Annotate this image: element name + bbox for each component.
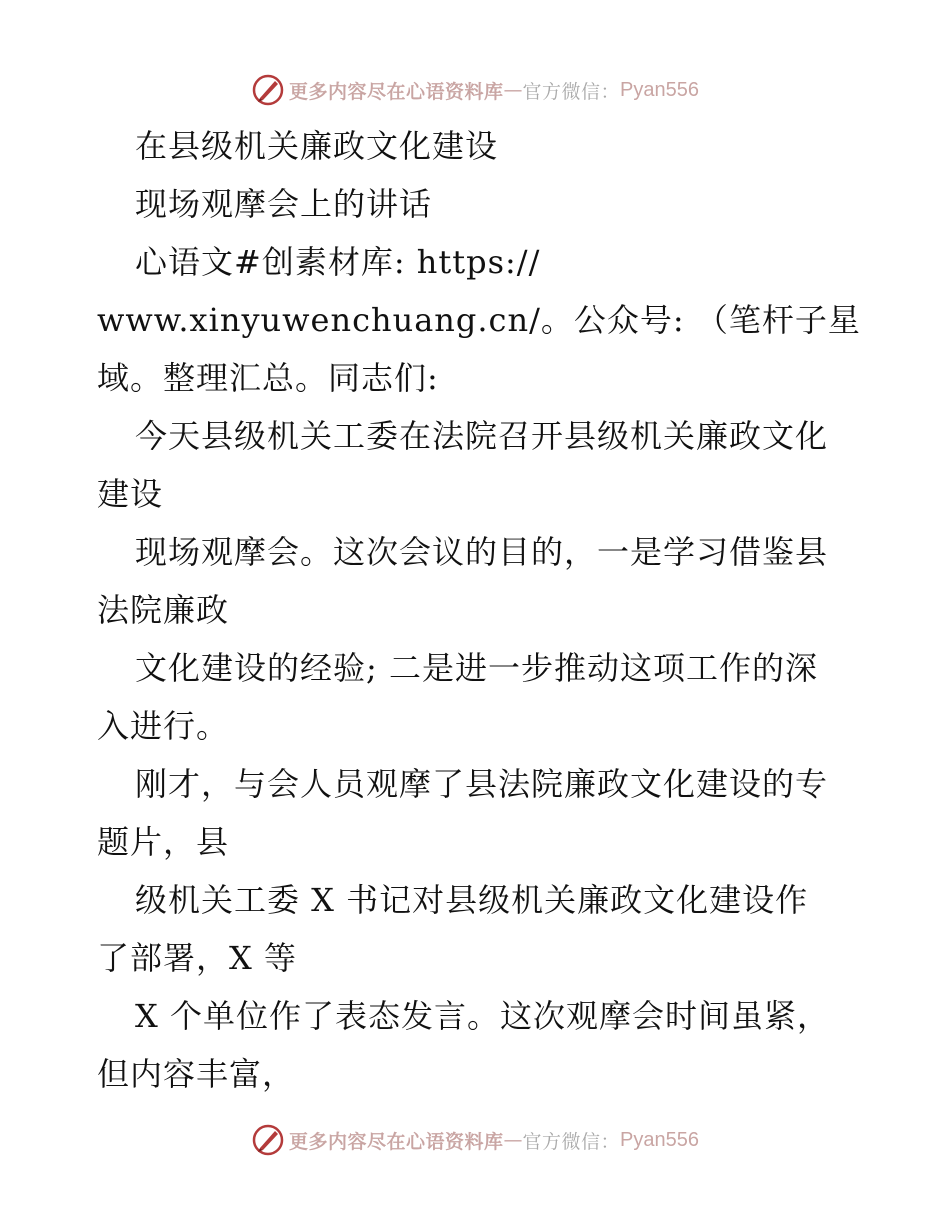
document-body bbox=[97, 117, 861, 1103]
body-line-10: 文化建设的经验; 二是进一步推动这项工作的深 bbox=[135, 649, 818, 687]
header-watermark-banner bbox=[0, 70, 950, 110]
body-line-7: 建设 bbox=[97, 475, 164, 513]
body-line-2: 现场观摩会上的讲话 bbox=[135, 185, 433, 223]
header-brand-text: 更多内容尽在心语资料库 bbox=[289, 80, 504, 103]
footer-wechat-id: Pyan556 bbox=[620, 1128, 699, 1151]
body-line-16: X 个单位作了表态发言。这次观摩会时间虽紧， bbox=[135, 997, 830, 1035]
body-line-9: 法院廉政 bbox=[97, 591, 230, 629]
body-line-5: 域。整理汇总。同志们: bbox=[97, 359, 439, 397]
body-line-17: 但内容丰富， bbox=[97, 1055, 296, 1093]
body-line-15: 了部署，X 等 bbox=[97, 939, 297, 977]
footer-watermark-banner bbox=[0, 1120, 950, 1160]
body-line-8: 现场观摩会。这次会议的目的，一是学习借鉴县 bbox=[135, 533, 829, 571]
body-line-3: 心语文#创素材库: https:// bbox=[135, 243, 541, 281]
body-line-12: 刚才，与会人员观摩了县法院廉政文化建设的专 bbox=[135, 765, 829, 803]
footer-wechat-label: 官方微信： bbox=[522, 1130, 621, 1153]
header-wechat-id: Pyan556 bbox=[620, 78, 699, 101]
header-wechat-label: 官方微信： bbox=[522, 80, 621, 103]
quill-pen-logo-icon bbox=[251, 73, 285, 107]
body-line-14: 级机关工委 X 书记对县级机关廉政文化建设作 bbox=[135, 881, 809, 919]
body-line-4: www.xinyuwenchuang.cn/。公众号: （笔杆子星 bbox=[97, 301, 861, 339]
body-line-6: 今天县级机关工委在法院召开县级机关廉政文化 bbox=[135, 417, 829, 455]
body-line-11: 入进行。 bbox=[97, 707, 230, 745]
footer-separator: — bbox=[503, 1129, 523, 1151]
quill-pen-logo-icon bbox=[251, 1123, 285, 1157]
header-separator: — bbox=[503, 79, 523, 101]
footer-brand-text: 更多内容尽在心语资料库 bbox=[289, 1130, 504, 1153]
body-line-13: 题片，县 bbox=[97, 823, 230, 861]
body-line-1: 在县级机关廉政文化建设 bbox=[135, 127, 499, 165]
